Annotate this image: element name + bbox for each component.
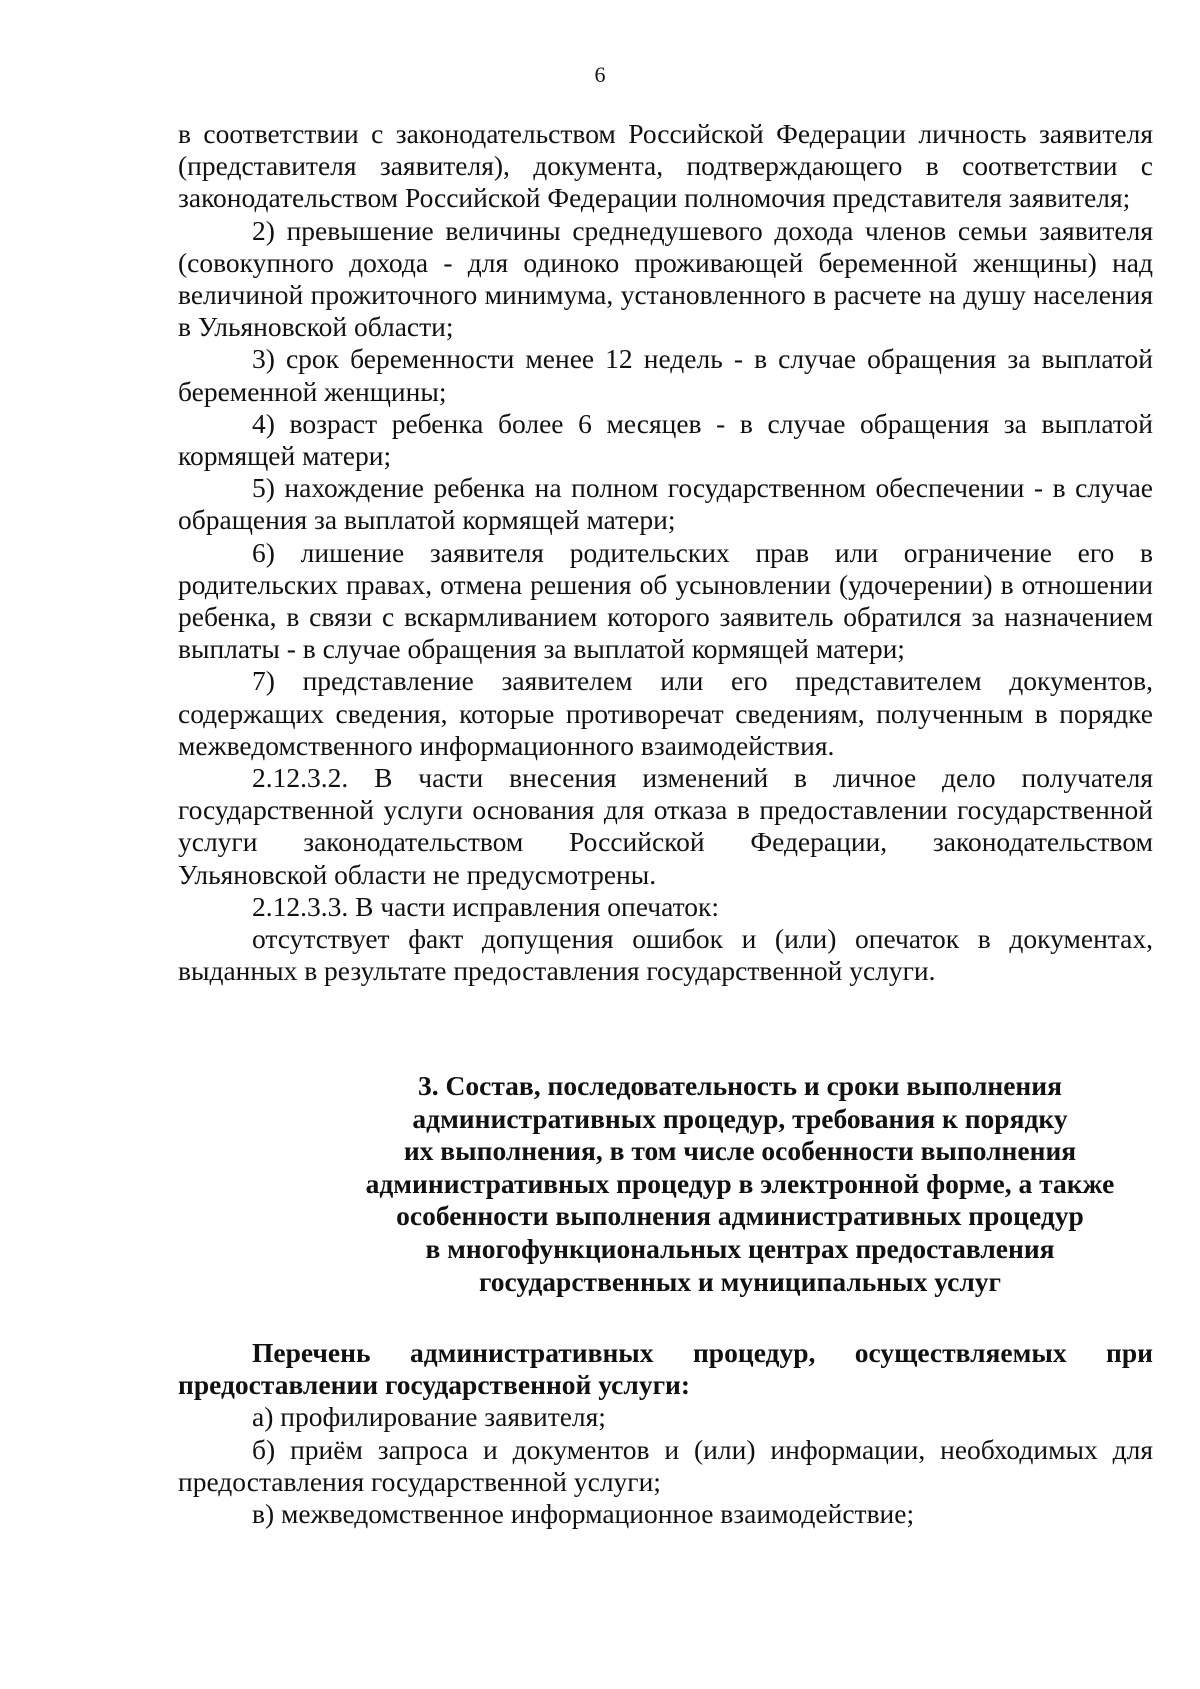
page-number: 6 bbox=[594, 62, 606, 87]
procedures-list bbox=[178, 1337, 1153, 1530]
paragraph-2-12-3-3: 2.12.3.3. В части исправления опечаток: bbox=[252, 890, 720, 922]
document-body bbox=[178, 118, 1153, 987]
paragraph-item-3: 3) срок беременности менее 12 недель - в случае обращения за выплатой беременной женщины; bbox=[178, 343, 1153, 407]
heading-line: особенности выполнения административных процедур bbox=[396, 1200, 1084, 1232]
paragraph-item-4: 4) возраст ребенка более 6 месяцев - в случае обращения за выплатой кормящей матери; bbox=[178, 407, 1153, 472]
list-item: в) межведомственное информационное взаимодействие; bbox=[252, 1498, 915, 1530]
heading-line: в многофункциональных центрах предоставления bbox=[425, 1232, 1055, 1264]
heading-line: административных процедур в электронной форме, а также bbox=[365, 1167, 1115, 1199]
paragraph-2-12-3-2: 2.12.3.2. В части внесения изменений в личное дело получателя государственной услуги основания для отказа в предоставлении государственной услуги законодательством Российской Федерации, законодательством Ульяновской области не предусмотрены. bbox=[178, 762, 1153, 890]
list-item: б) приём запроса и документов и (или) информации, необходимых для предоставления государственной услуги; bbox=[178, 1433, 1153, 1497]
list-item: а) профилирование заявителя; bbox=[252, 1401, 606, 1433]
paragraph-item-5: 5) нахождение ребенка на полном государственном обеспечении - в случае обращения за выплатой кормящей матери; bbox=[178, 472, 1153, 536]
section-heading bbox=[330, 1070, 1150, 1298]
list-intro: Перечень административных процедур, осуществляемых при предоставлении государственной услуги: bbox=[178, 1337, 1153, 1401]
heading-line: государственных и муниципальных услуг bbox=[478, 1265, 1002, 1297]
heading-line: административных процедур, требования к порядку bbox=[412, 1102, 1068, 1134]
paragraph-item-2: 2) превышение величины среднедушевого дохода членов семьи заявителя (совокупного дохода - для одиноко проживающей беременной женщины) над величиной прожиточного минимума, установленного в расчете на душу населения в Ульяновской области; bbox=[178, 214, 1153, 343]
heading-line: 3. Состав, последовательность и сроки выполнения bbox=[418, 1070, 1062, 1101]
paragraph-item-7: 7) представление заявителем или его представителем документов, содержащих сведения, которые противоречат сведениям, полученным в порядке межведомственного информационного взаимодействия. bbox=[178, 665, 1153, 761]
paragraph-item-6: 6) лишение заявителя родительских прав или ограничение его в родительских правах, отмена решения об усыновлении (удочерении) в отношении ребенка, в связи с вскармливанием которого заявитель обратился за назначением выплаты - в случае обращения за выплатой кормящей матери; bbox=[178, 536, 1153, 665]
heading-line: их выполнения, в том числе особенности выполнения bbox=[403, 1135, 1077, 1167]
paragraph-typo-fact: отсутствует факт допущения ошибок и (или) опечаток в документах, выданных в результате предоставления государственной услуги. bbox=[178, 923, 1153, 987]
paragraph-continuation: в соответствии с законодательством Российской Федерации личность заявителя (представителя заявителя), документа, подтверждающего в соответствии с законодательством Российской Федерации полномочия представителя заявителя; bbox=[178, 118, 1153, 214]
